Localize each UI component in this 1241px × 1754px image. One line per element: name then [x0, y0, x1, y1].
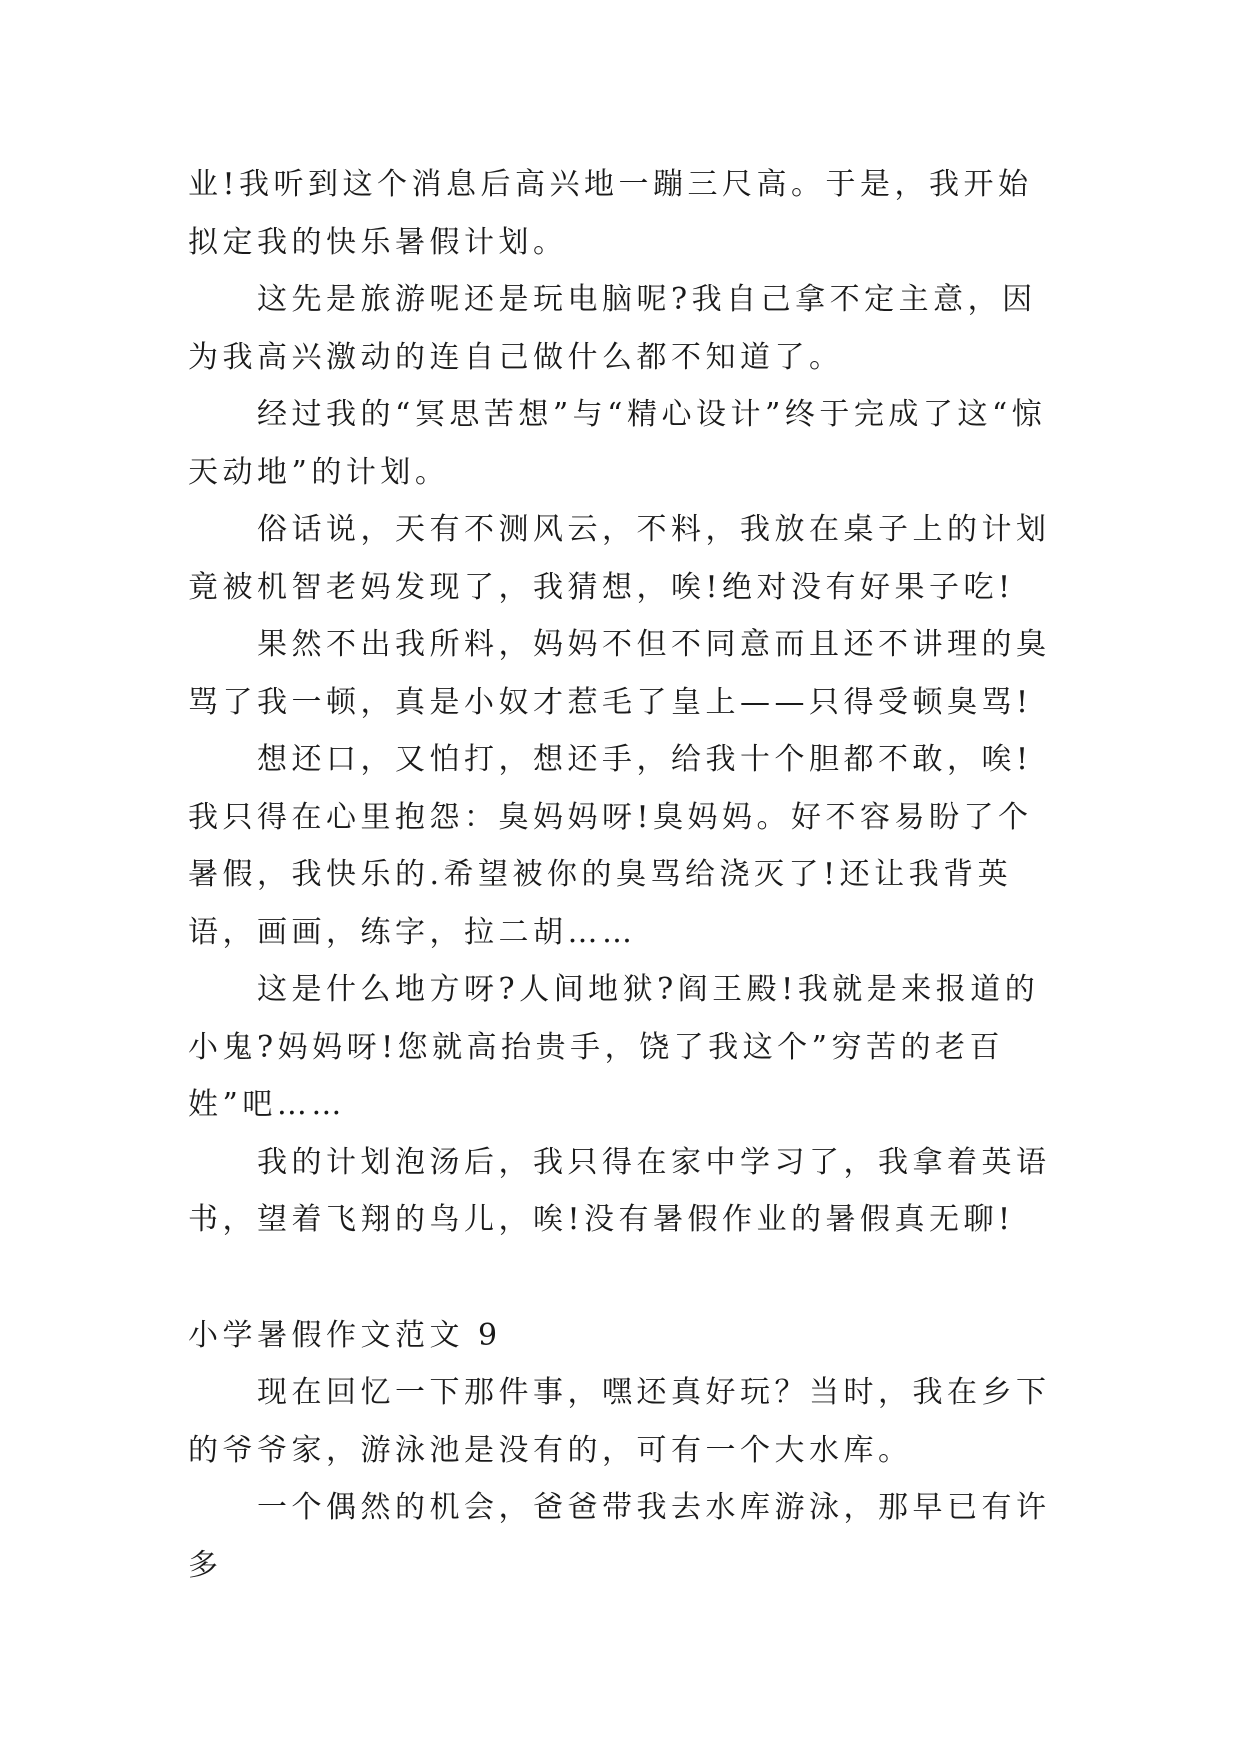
- paragraph: 俗话说，天有不测风云，不料，我放在桌子上的计划竟被机智老妈发现了，我猜想，唉!绝对没有好果子吃!: [188, 512, 1051, 605]
- paragraph: 果然不出我所料，妈妈不但不同意而且还不讲理的臭骂了我一顿，真是小奴才惹毛了皇上——只得受顿臭骂!: [188, 627, 1051, 720]
- paragraph: 这是什么地方呀?人间地狱?阎王殿!我就是来报道的小鬼?妈妈呀!您就高抬贵手，饶了我这个”穷苦的老百姓”吧……: [188, 972, 1040, 1122]
- document-page: [188, 156, 1058, 1594]
- paragraph: 这先是旅游呢还是玩电脑呢?我自己拿不定主意，因为我高兴激动的连自己做什么都不知道了。: [188, 282, 1037, 375]
- section-title: 小学暑假作文范文 9: [188, 1317, 502, 1353]
- paragraph: 我的计划泡汤后，我只得在家中学习了，我拿着英语书，望着飞翔的鸟儿，唉!没有暑假作业的暑假真无聊!: [188, 1144, 1051, 1237]
- paragraph: 业!我听到这个消息后高兴地一蹦三尺高。于是，我开始拟定我的快乐暑假计划。: [188, 167, 1033, 260]
- paragraph: 经过我的“冥思苦想”与“精心设计”终于完成了这“惊天动地”的计划。: [188, 397, 1047, 490]
- paragraph: 想还口，又怕打，想还手，给我十个胆都不敢，唉!我只得在心里抱怨：臭妈妈呀!臭妈妈。好不容易盼了个暑假，我快乐的.希望被你的臭骂给浇灭了!还让我背英语，画画，练字，拉二胡……: [188, 742, 1033, 950]
- paragraph: 一个偶然的机会，爸爸带我去水库游泳，那早已有许多: [188, 1490, 1051, 1583]
- paragraph: 现在回忆一下那件事，嘿还真好玩？当时，我在乡下的爷爷家，游泳池是没有的，可有一个大水库。: [188, 1375, 1051, 1468]
